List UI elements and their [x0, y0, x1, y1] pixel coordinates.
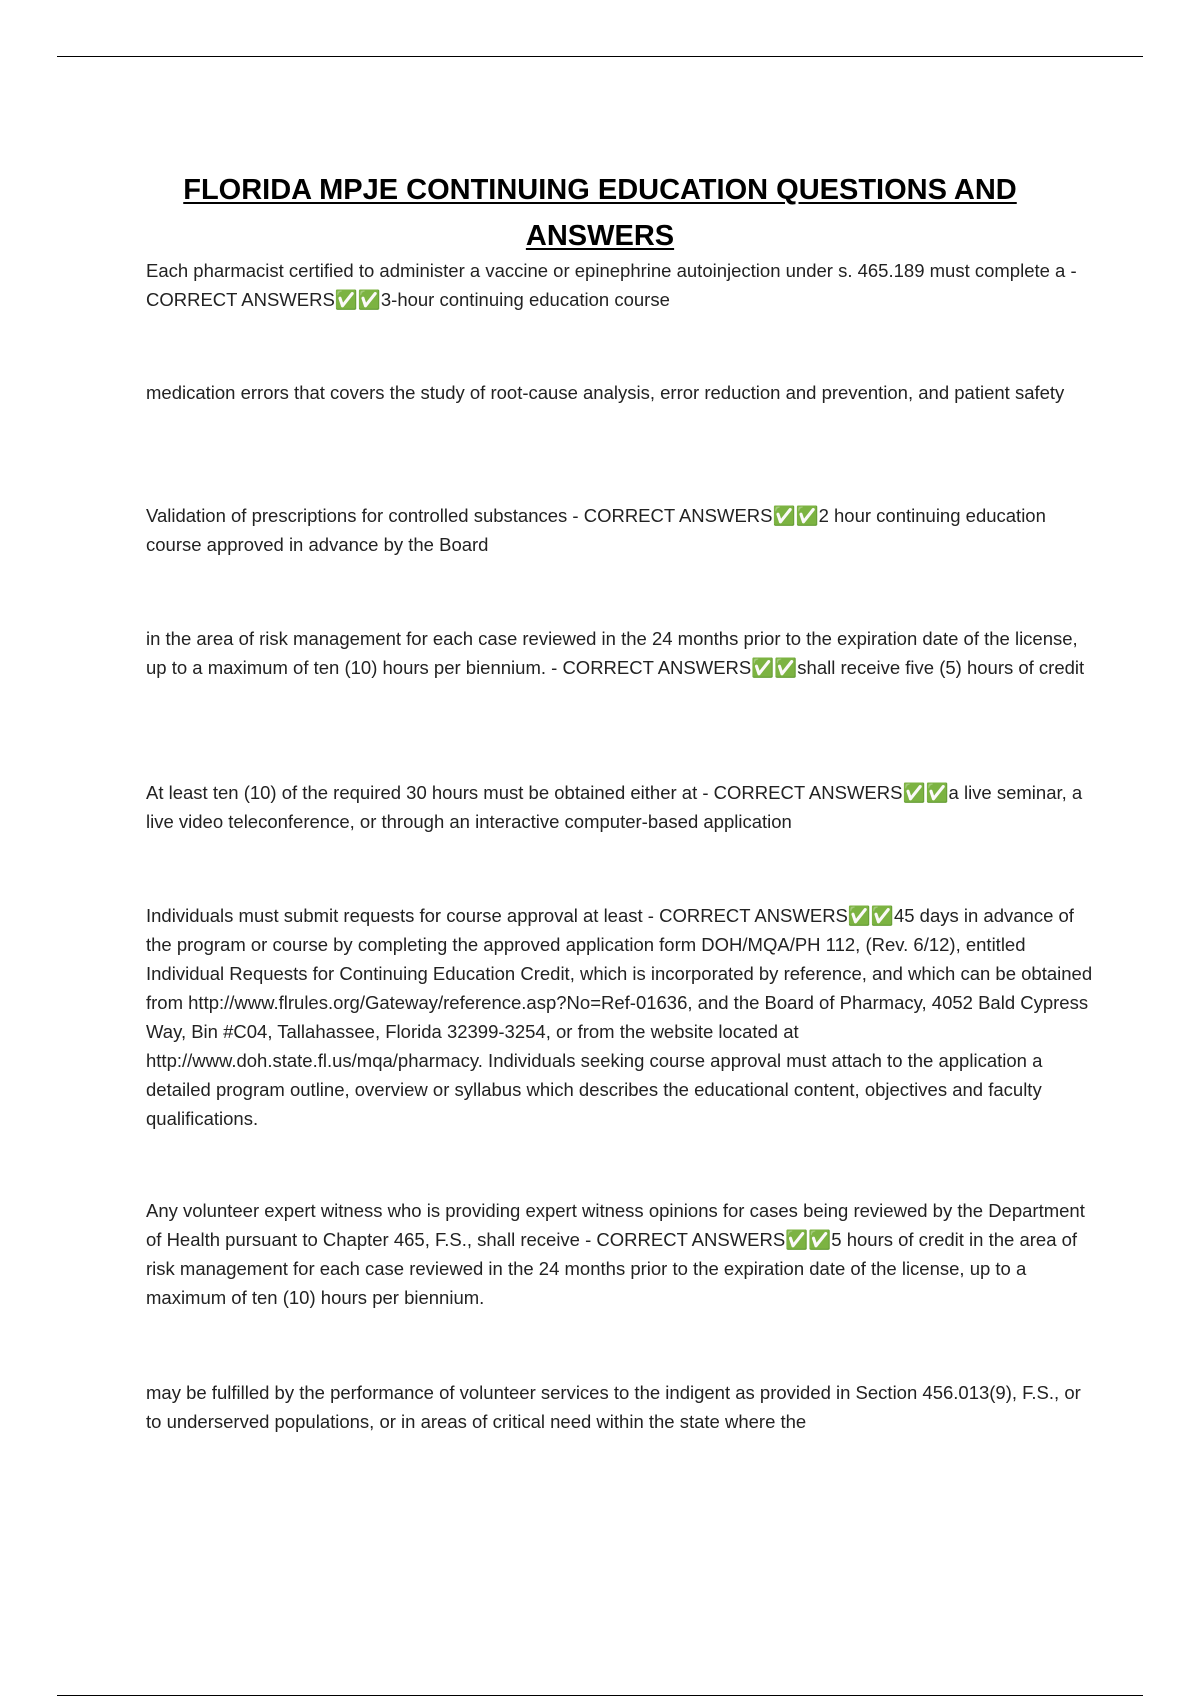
qa-paragraph-7: Any volunteer expert witness who is providing expert witness opinions for cases being reviewed by the Department of Health pursuant to Chapter 465, F.S., shall receive - CORRECT ANSWERS✅✅5 hours of credit in the area of risk management for each case reviewed in the 24 months prior to the expiration date of the license, up to a maximum of ten (10) hours per biennium. [146, 1200, 1085, 1308]
qa-paragraph-8: may be fulfilled by the performance of volunteer services to the indigent as provided in Section 456.013(9), F.S., or to underserved populations, or in areas of critical need within the state where the [146, 1382, 1081, 1432]
qa-paragraph-1: Each pharmacist certified to administer a vaccine or epinephrine autoinjection under s. 465.189 must complete a - CORRECT ANSWERS✅✅3-hour continuing education course [146, 260, 1077, 310]
bottom-rule [57, 1695, 1143, 1696]
qa-paragraph-6: Individuals must submit requests for course approval at least - CORRECT ANSWERS✅✅45 days in advance of the program or course by completing the approved application form DOH/MQA/PH 112, (Rev. 6/12), entitled Individual Requests for Continuing Education Credit, which is incorporated by reference, and which can be obtained from http://www.flrules.org/Gateway/reference.asp?No=Ref-01636, and the Board of Pharmacy, 4052 Bald Cypress Way, Bin #C04, Tallahassee, Florida 32399-3254, or from the website located at http://www.doh.state.fl.us/mqa/pharmacy. Individuals seeking course approval must attach to the application a detailed program outline, overview or syllabus which describes the educational content, objectives and faculty qualifications. [146, 905, 1093, 1129]
qa-paragraph-3: Validation of prescriptions for controlled substances - CORRECT ANSWERS✅✅2 hour continuing education course approved in advance by the Board [146, 505, 1046, 555]
top-rule [57, 56, 1143, 57]
document-title: FLORIDA MPJE CONTINUING EDUCATION QUESTIONS AND ANSWERS [183, 174, 1017, 253]
qa-paragraph-4: in the area of risk management for each case reviewed in the 24 months prior to the expiration date of the license, up to a maximum of ten (10) hours per biennium. - CORRECT ANSWERS✅✅shall receive five (5) hours of credit [146, 628, 1085, 678]
qa-paragraph-2: medication errors that covers the study of root-cause analysis, error reduction and prevention, and patient safety [146, 382, 1065, 403]
qa-paragraph-5: At least ten (10) of the required 30 hours must be obtained either at - CORRECT ANSWERS✅✅a live seminar, a live video teleconference, or through an interactive computer-based application [146, 782, 1083, 832]
